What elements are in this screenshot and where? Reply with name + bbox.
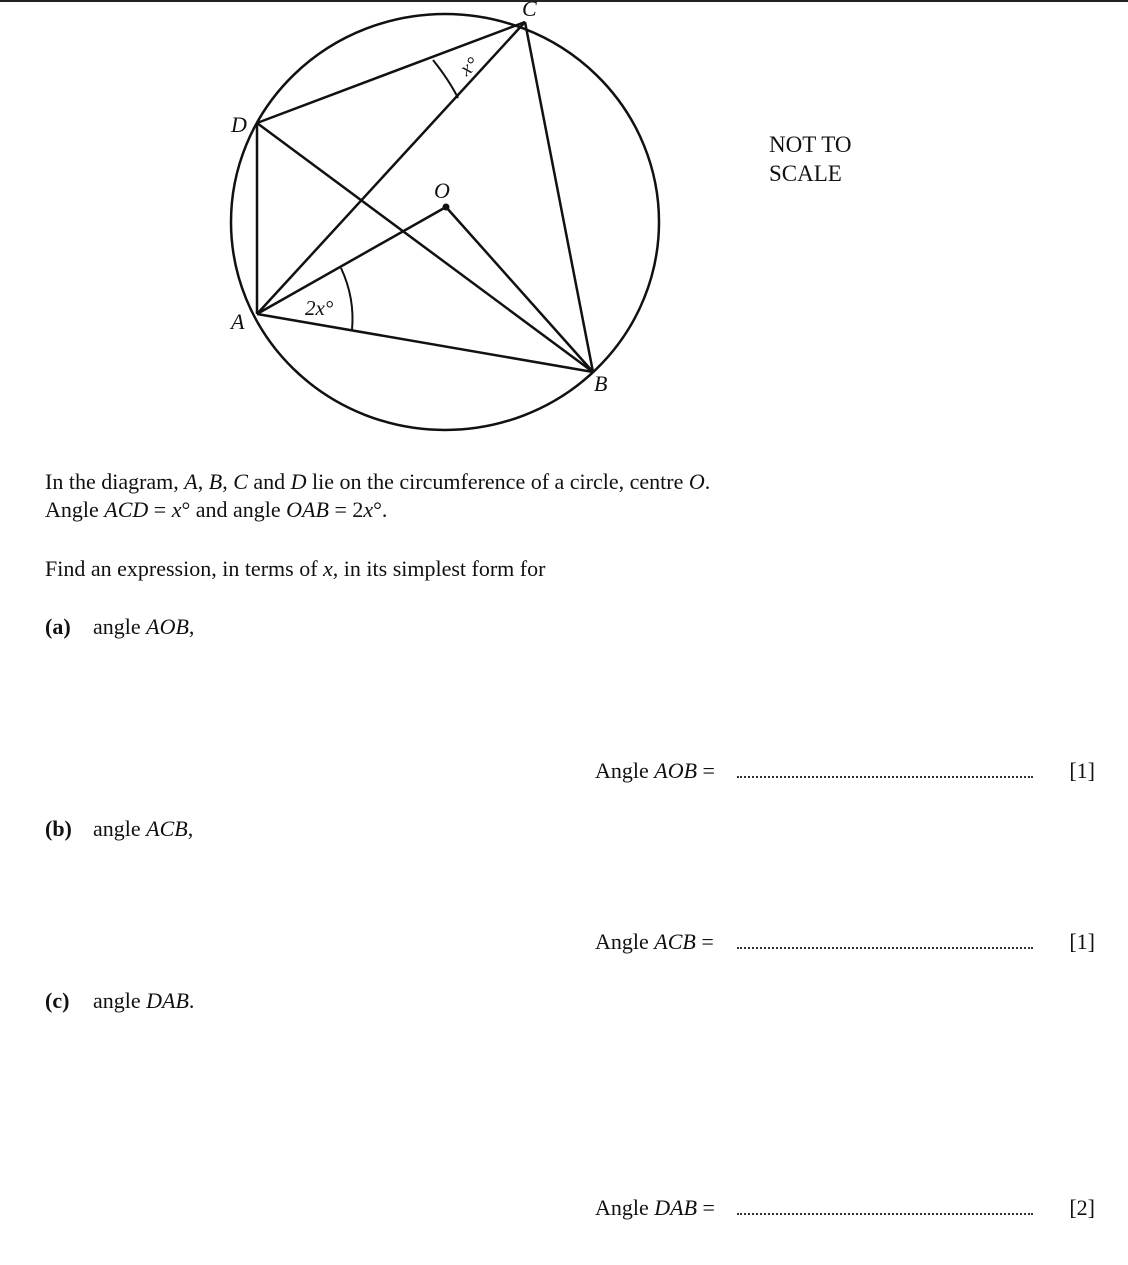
part-b-question (45, 816, 193, 842)
angle-arc-a (341, 268, 353, 330)
text: . (188, 988, 195, 1013)
var-x: x (323, 556, 333, 581)
text: = 2 (328, 497, 364, 522)
angle-name: ACB (146, 816, 188, 841)
answer-field[interactable] (737, 776, 1033, 778)
part-c-answer-line (595, 1195, 1095, 1221)
text: , (197, 469, 209, 494)
answer-angle: ACB (654, 929, 696, 954)
var-d: D (290, 469, 307, 494)
text: angle (93, 816, 147, 841)
instruction-line (45, 556, 545, 582)
part-letter: (a) (45, 614, 71, 639)
chord-db (257, 123, 593, 372)
var-x: x (363, 497, 374, 522)
marks: [1] (1069, 929, 1095, 954)
not-to-scale-note (769, 130, 851, 188)
label-angle-c: x° (455, 52, 483, 81)
label-point-o: O (434, 178, 450, 203)
answer-label: Angle (595, 929, 655, 954)
text: , (222, 469, 234, 494)
angle-acd: ACD (104, 497, 149, 522)
intro-line-1 (45, 469, 710, 495)
chord-ab (257, 314, 593, 372)
text: . (704, 469, 711, 494)
equals: = (697, 1195, 715, 1220)
equals: = (695, 929, 714, 954)
label-point-b: B (594, 371, 608, 396)
radius-ob (446, 207, 593, 372)
chord-ac (257, 22, 525, 314)
var-x: x (171, 497, 182, 522)
label-point-c: C (522, 0, 537, 21)
text: lie on the circumference of a circle, centre (306, 469, 689, 494)
part-letter: (b) (45, 816, 72, 841)
text: In the diagram, (45, 469, 185, 494)
note-line-1: NOT TO (769, 132, 852, 157)
text: angle (93, 614, 147, 639)
label-point-a: A (231, 309, 245, 334)
answer-label: Angle (595, 758, 655, 783)
answer-angle: DAB (654, 1195, 698, 1220)
intro-line-2 (45, 497, 387, 523)
text: and angle (190, 497, 287, 522)
answer-label: Angle (595, 1195, 655, 1220)
part-c-question (45, 988, 194, 1014)
text: Find an expression, in terms of (45, 556, 324, 581)
marks: [1] (1069, 758, 1095, 783)
var-b: B (208, 469, 223, 494)
label-point-d: D (231, 112, 247, 137)
answer-field[interactable] (737, 1213, 1033, 1215)
text: angle (93, 988, 147, 1013)
var-a: A (184, 469, 198, 494)
text: ° (181, 497, 191, 522)
text: and (247, 469, 291, 494)
var-c: C (233, 469, 248, 494)
angle-name: DAB (146, 988, 189, 1013)
circle-diagram (0, 0, 1128, 460)
part-letter: (c) (45, 988, 70, 1013)
part-a-answer-line (595, 758, 1095, 784)
angle-name: AOB (146, 614, 189, 639)
text: = (148, 497, 172, 522)
marks: [2] (1069, 1195, 1095, 1220)
part-a-question (45, 614, 194, 640)
label-angle-a: 2x° (305, 296, 334, 320)
angle-arc-c (433, 60, 458, 98)
text: Angle (45, 497, 105, 522)
note-line-2: SCALE (769, 161, 842, 186)
text: , (187, 816, 194, 841)
text: °. (373, 497, 388, 522)
answer-field[interactable] (737, 947, 1033, 949)
part-b-answer-line (595, 929, 1095, 955)
angle-oab: OAB (286, 497, 329, 522)
text: , in its simplest form for (332, 556, 546, 581)
equals: = (697, 758, 715, 783)
centre-dot (443, 204, 450, 211)
chord-cb (525, 22, 593, 372)
var-o: O (688, 469, 705, 494)
answer-angle: AOB (654, 758, 698, 783)
text: , (188, 614, 195, 639)
